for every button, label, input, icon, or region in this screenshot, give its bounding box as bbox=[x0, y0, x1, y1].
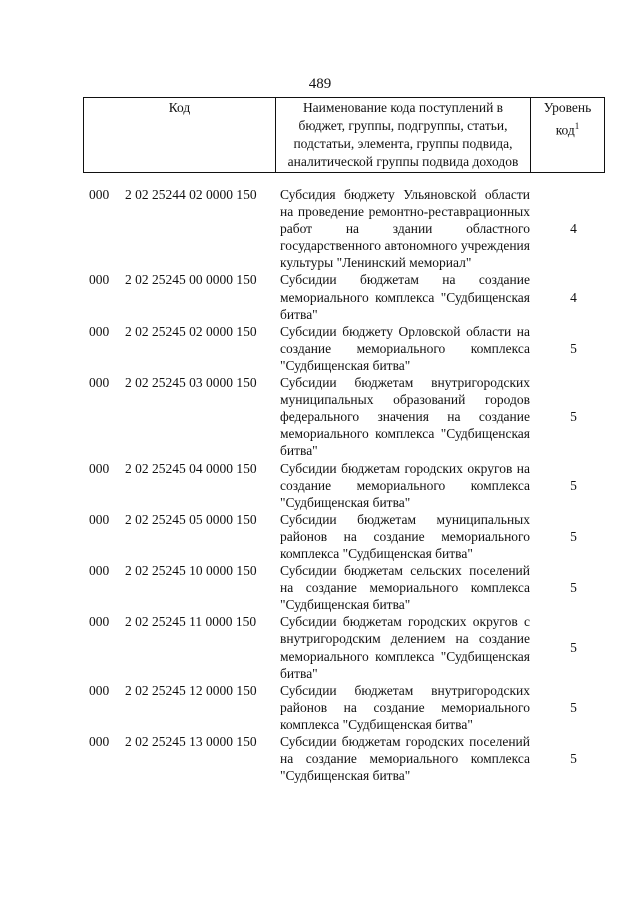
row-level: 5 bbox=[570, 409, 577, 425]
row-name: Субсидия бюджету Ульяновской области на проведение ремонтно-реставрационных работ на здании областного государственного автономного учреждения культуры "Ленинский мемориал" bbox=[280, 187, 530, 271]
row-name: Субсидии бюджетам городских округов на создание мемориального комплекса "Судбищенская битва" bbox=[280, 460, 530, 510]
row-kbk: 000 bbox=[89, 272, 110, 288]
table-row bbox=[83, 511, 605, 562]
header-code: Код bbox=[84, 98, 276, 173]
row-level: 4 bbox=[570, 289, 577, 305]
table-row bbox=[83, 374, 605, 459]
row-name: Субсидии бюджетам сельских поселений на создание мемориального комплекса "Судбищенская битва" bbox=[280, 563, 530, 613]
row-name: Субсидии бюджетам городских округов с внутригородским делением на создание мемориального комплекса "Судбищенская битва" bbox=[280, 614, 530, 681]
row-code: 2 02 25245 05 0000 150 bbox=[125, 511, 257, 527]
header-name: Наименование кода поступлений в бюджет, группы, подгруппы, статьи, подстатьи, элемента, группы подвида, аналитической группы подвида доходов bbox=[276, 98, 531, 173]
row-code: 2 02 25245 13 0000 150 bbox=[125, 734, 257, 749]
table-row bbox=[83, 733, 605, 784]
row-code: 2 02 25245 03 0000 150 bbox=[125, 375, 257, 391]
row-code: 2 02 25245 00 0000 150 bbox=[125, 272, 257, 288]
row-name: Субсидии бюджетам городских поселений на создание мемориального комплекса "Судбищенская битва" bbox=[280, 734, 530, 784]
row-name: Субсидии бюджетам муниципальных районов на создание мемориального комплекса "Судбищенская битва" bbox=[280, 511, 530, 561]
row-code: 2 02 25245 12 0000 150 bbox=[125, 682, 257, 698]
row-kbk: 000 bbox=[89, 187, 110, 202]
table-header bbox=[83, 97, 605, 173]
row-kbk: 000 bbox=[89, 375, 110, 391]
row-name: Субсидии бюджетам внутригородских муниципальных образований городов федерального значения на создание мемориального комплекса "Судбищенская битва" bbox=[280, 375, 530, 459]
row-code: 2 02 25245 04 0000 150 bbox=[125, 460, 257, 476]
row-level: 5 bbox=[570, 580, 577, 596]
row-kbk: 000 bbox=[89, 511, 110, 527]
row-level: 5 bbox=[570, 751, 577, 767]
row-level: 5 bbox=[570, 699, 577, 715]
row-code: 2 02 25245 02 0000 150 bbox=[125, 323, 257, 339]
row-kbk: 000 bbox=[89, 614, 110, 630]
row-name: Субсидии бюджету Орловской области на создание мемориального комплекса "Судбищенская битва" bbox=[280, 323, 530, 373]
row-kbk: 000 bbox=[89, 460, 110, 476]
row-level: 5 bbox=[570, 639, 577, 655]
table-row bbox=[83, 562, 605, 613]
row-kbk: 000 bbox=[89, 323, 110, 339]
table-row bbox=[83, 613, 605, 681]
row-level: 5 bbox=[570, 477, 577, 493]
row-level: 5 bbox=[570, 528, 577, 544]
header-level-footnote: 1 bbox=[574, 121, 580, 131]
row-level: 4 bbox=[570, 221, 577, 237]
row-code: 2 02 25245 10 0000 150 bbox=[125, 563, 257, 579]
page-number: 489 bbox=[308, 76, 332, 92]
row-code: 2 02 25244 02 0000 150 bbox=[125, 187, 257, 202]
row-kbk: 000 bbox=[89, 682, 110, 698]
header-level-label: Уровень код bbox=[543, 100, 592, 138]
table-body bbox=[83, 186, 605, 784]
row-name: Субсидии бюджетам внутригородских районов на создание мемориального комплекса "Судбищенская битва" bbox=[280, 682, 530, 732]
row-name: Субсидии бюджетам на создание мемориального комплекса "Судбищенская битва" bbox=[280, 272, 530, 322]
table-row bbox=[83, 323, 605, 374]
table-row bbox=[83, 682, 605, 733]
table-row bbox=[83, 186, 605, 271]
table-row bbox=[83, 271, 605, 322]
row-kbk: 000 bbox=[89, 734, 110, 749]
header-level bbox=[531, 98, 605, 173]
row-kbk: 000 bbox=[89, 563, 110, 579]
row-code: 2 02 25245 11 0000 150 bbox=[125, 614, 257, 630]
table-row bbox=[83, 460, 605, 511]
row-level: 5 bbox=[570, 340, 577, 356]
